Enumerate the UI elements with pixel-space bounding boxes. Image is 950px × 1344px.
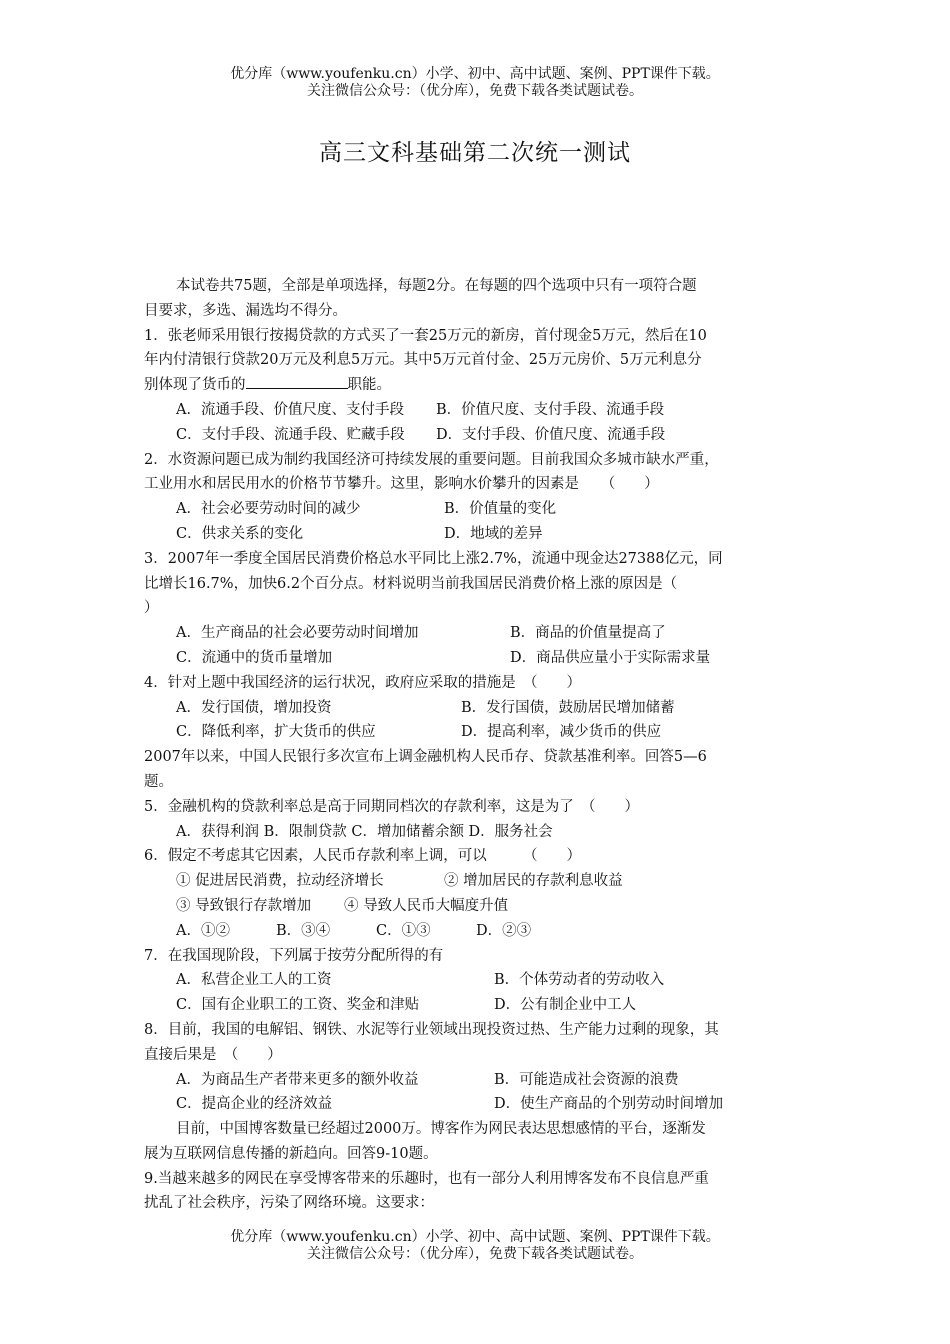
q7-option-a: A．私营企业工人的工资 <box>176 972 332 989</box>
q6-statement-1: ① 促进居民消费，拉动经济增长 <box>176 873 384 890</box>
q6-option-d: D．②③ <box>476 922 532 939</box>
q7-options-row-2 <box>144 993 810 1018</box>
q8-option-b: B．可能造成社会资源的浪费 <box>494 1071 679 1088</box>
material-1-line-1: 2007年以来，中国人民银行多次宣布上调金融机构人民币存、贷款基准利率。回答5—6 <box>144 749 707 766</box>
q1-line-2: 年内付清银行贷款20万元及利息5万元。其中5万元首付金、25万元房价、5万元利息分 <box>144 352 702 369</box>
q3-line-2: 比增长16.7%，加快6.2个百分点。材料说明当前我国居民消费价格上涨的原因是（ <box>144 575 678 592</box>
material-2-line-2: 展为互联网信息传播的新趋向。回答9-10题。 <box>144 1145 438 1162</box>
q1-option-a: A．流通手段、价值尺度、支付手段 <box>176 401 404 418</box>
material-2-line-1: 目前，中国博客数量已经超过2000万。博客作为网民表达思想感情的平台，逐渐发 <box>176 1121 706 1138</box>
q7-option-c: C．国有企业职工的工资、奖金和津贴 <box>176 997 420 1014</box>
q4-options-row-1 <box>144 696 810 721</box>
q2-option-b: B．价值量的变化 <box>444 501 557 518</box>
q3-line-1: 3．2007年一季度全国居民消费价格总水平同比上涨2.7%，流通中现金达27388亿元，同 <box>144 550 723 567</box>
q8-line-2: 直接后果是 （ ） <box>144 1046 282 1063</box>
q1-line-1: 1．张老师采用银行按揭贷款的方式买了一套25万元的新房，首付现金5万元，然后在10 <box>144 327 707 344</box>
q4-option-b: B．发行国债，鼓励居民增加储蓄 <box>461 699 675 716</box>
material-1-line-2: 题。 <box>144 773 173 790</box>
q8-options-row-2 <box>144 1092 810 1117</box>
q4-line-1: 4．针对上题中我国经济的运行状况，政府应采取的措施是 （ ） <box>144 674 581 691</box>
q8-option-d: D．使生产商品的个别劳动时间增加 <box>494 1096 724 1113</box>
footer-line-1: 优分库（www.youfenku.cn）小学、初中、高中试题、案例、PPT课件下载。 <box>230 1229 720 1245</box>
q6-options <box>144 919 810 944</box>
q6-statement-2: ② 增加居民的存款利息收益 <box>444 873 623 890</box>
q3-options-row-1 <box>144 621 810 646</box>
q6-option-a: A．①② <box>176 922 230 939</box>
q9-line-2: 扰乱了社会秩序，污染了网络环境。这要求： <box>144 1195 434 1212</box>
q4-options-row-2 <box>144 720 810 745</box>
q7-option-d: D．公有制企业中工人 <box>494 997 637 1014</box>
q6-line-1: 6．假定不考虑其它因素，人民币存款利率上调，可以 （ ） <box>144 848 581 865</box>
header-line-2: 关注微信公众号：（优分库），免费下载各类试题试卷。 <box>307 83 643 99</box>
answer-blank <box>246 374 348 389</box>
q6-option-b: B．③④ <box>276 922 331 939</box>
intro-line-1: 本试卷共75题，全部是单项选择，每题2分。在每题的四个选项中只有一项符合题 <box>176 278 697 294</box>
q4-option-c: C．降低利率，扩大货币的供应 <box>176 724 376 741</box>
q3-line-3: ） <box>144 600 159 617</box>
exam-body <box>144 274 810 1216</box>
q6-statements-row-2 <box>144 894 810 919</box>
q1-options-row-2 <box>144 423 810 448</box>
q1-line-3a: 别体现了货币的 <box>144 377 246 394</box>
q2-line-2: 工业用水和居民用水的价格节节攀升。这里，影响水价攀升的因素是 （ ） <box>144 476 659 493</box>
q8-line-1: 8．目前，我国的电解铝、钢铁、水泥等行业领域出现投资过热、生产能力过剩的现象，其 <box>144 1021 719 1038</box>
q1-option-b: B．价值尺度、支付手段、流通手段 <box>436 401 665 418</box>
q4-option-a: A．发行国债，增加投资 <box>176 699 332 716</box>
q7-options-row-1 <box>144 968 810 993</box>
q7-line-1: 7．在我国现阶段，下列属于按劳分配所得的有 <box>144 947 444 964</box>
q1-options-row-1 <box>144 398 810 423</box>
q1-line-3b: 职能。 <box>347 377 391 394</box>
page-footer <box>0 1229 950 1263</box>
q3-option-a: A．生产商品的社会必要劳动时间增加 <box>176 625 419 642</box>
q5-line-1: 5．金融机构的贷款利率总是高于同期同档次的存款利率，这是为了 （ ） <box>144 798 639 815</box>
q9-line-1: 9.当越来越多的网民在享受博客带来的乐趣时，也有一部分人利用博客发布不良信息严重 <box>144 1170 709 1187</box>
footer-line-2: 关注微信公众号：（优分库），免费下载各类试题试卷。 <box>307 1246 643 1262</box>
q2-option-d: D．地域的差异 <box>444 525 543 542</box>
q6-statements-row-1 <box>144 869 810 894</box>
q7-option-b: B．个体劳动者的劳动收入 <box>494 972 665 989</box>
q1-option-c: C．支付手段、流通手段、贮藏手段 <box>176 426 405 443</box>
q2-option-c: C．供求关系的变化 <box>176 525 304 542</box>
q3-option-c: C．流通中的货币量增加 <box>176 649 333 666</box>
intro-line-2: 目要求，多选、漏选均不得分。 <box>144 302 347 319</box>
q6-statement-4: ④ 导致人民币大幅度升值 <box>344 897 509 914</box>
q3-option-d: D．商品供应量小于实际需求量 <box>510 649 711 666</box>
q2-options-row-1 <box>144 497 810 522</box>
q4-option-d: D．提高利率，减少货币的供应 <box>461 724 662 741</box>
q8-options-row-1 <box>144 1068 810 1093</box>
q3-options-row-2 <box>144 646 810 671</box>
page-title: 高三文科基础第二次统一测试 <box>319 140 631 166</box>
q2-options-row-2 <box>144 522 810 547</box>
page-header <box>0 66 950 100</box>
q8-option-c: C．提高企业的经济效益 <box>176 1096 333 1113</box>
q2-option-a: A．社会必要劳动时间的减少 <box>176 501 361 518</box>
q1-option-d: D．支付手段、价值尺度、流通手段 <box>436 426 666 443</box>
q1-line-3 <box>144 373 810 398</box>
q6-statement-3: ③ 导致银行存款增加 <box>176 897 312 914</box>
q6-option-c: C．①③ <box>376 922 431 939</box>
q2-line-1: 2．水资源问题已成为制约我国经济可持续发展的重要问题。目前我国众多城市缺水严重， <box>144 451 719 468</box>
q8-option-a: A．为商品生产者带来更多的额外收益 <box>176 1071 419 1088</box>
header-line-1: 优分库（www.youfenku.cn）小学、初中、高中试题、案例、PPT课件下载。 <box>230 66 720 82</box>
q3-option-b: B．商品的价值量提高了 <box>510 625 666 642</box>
q5-options: A．获得利润 B．限制贷款 C．增加储蓄余额 D．服务社会 <box>176 823 553 840</box>
